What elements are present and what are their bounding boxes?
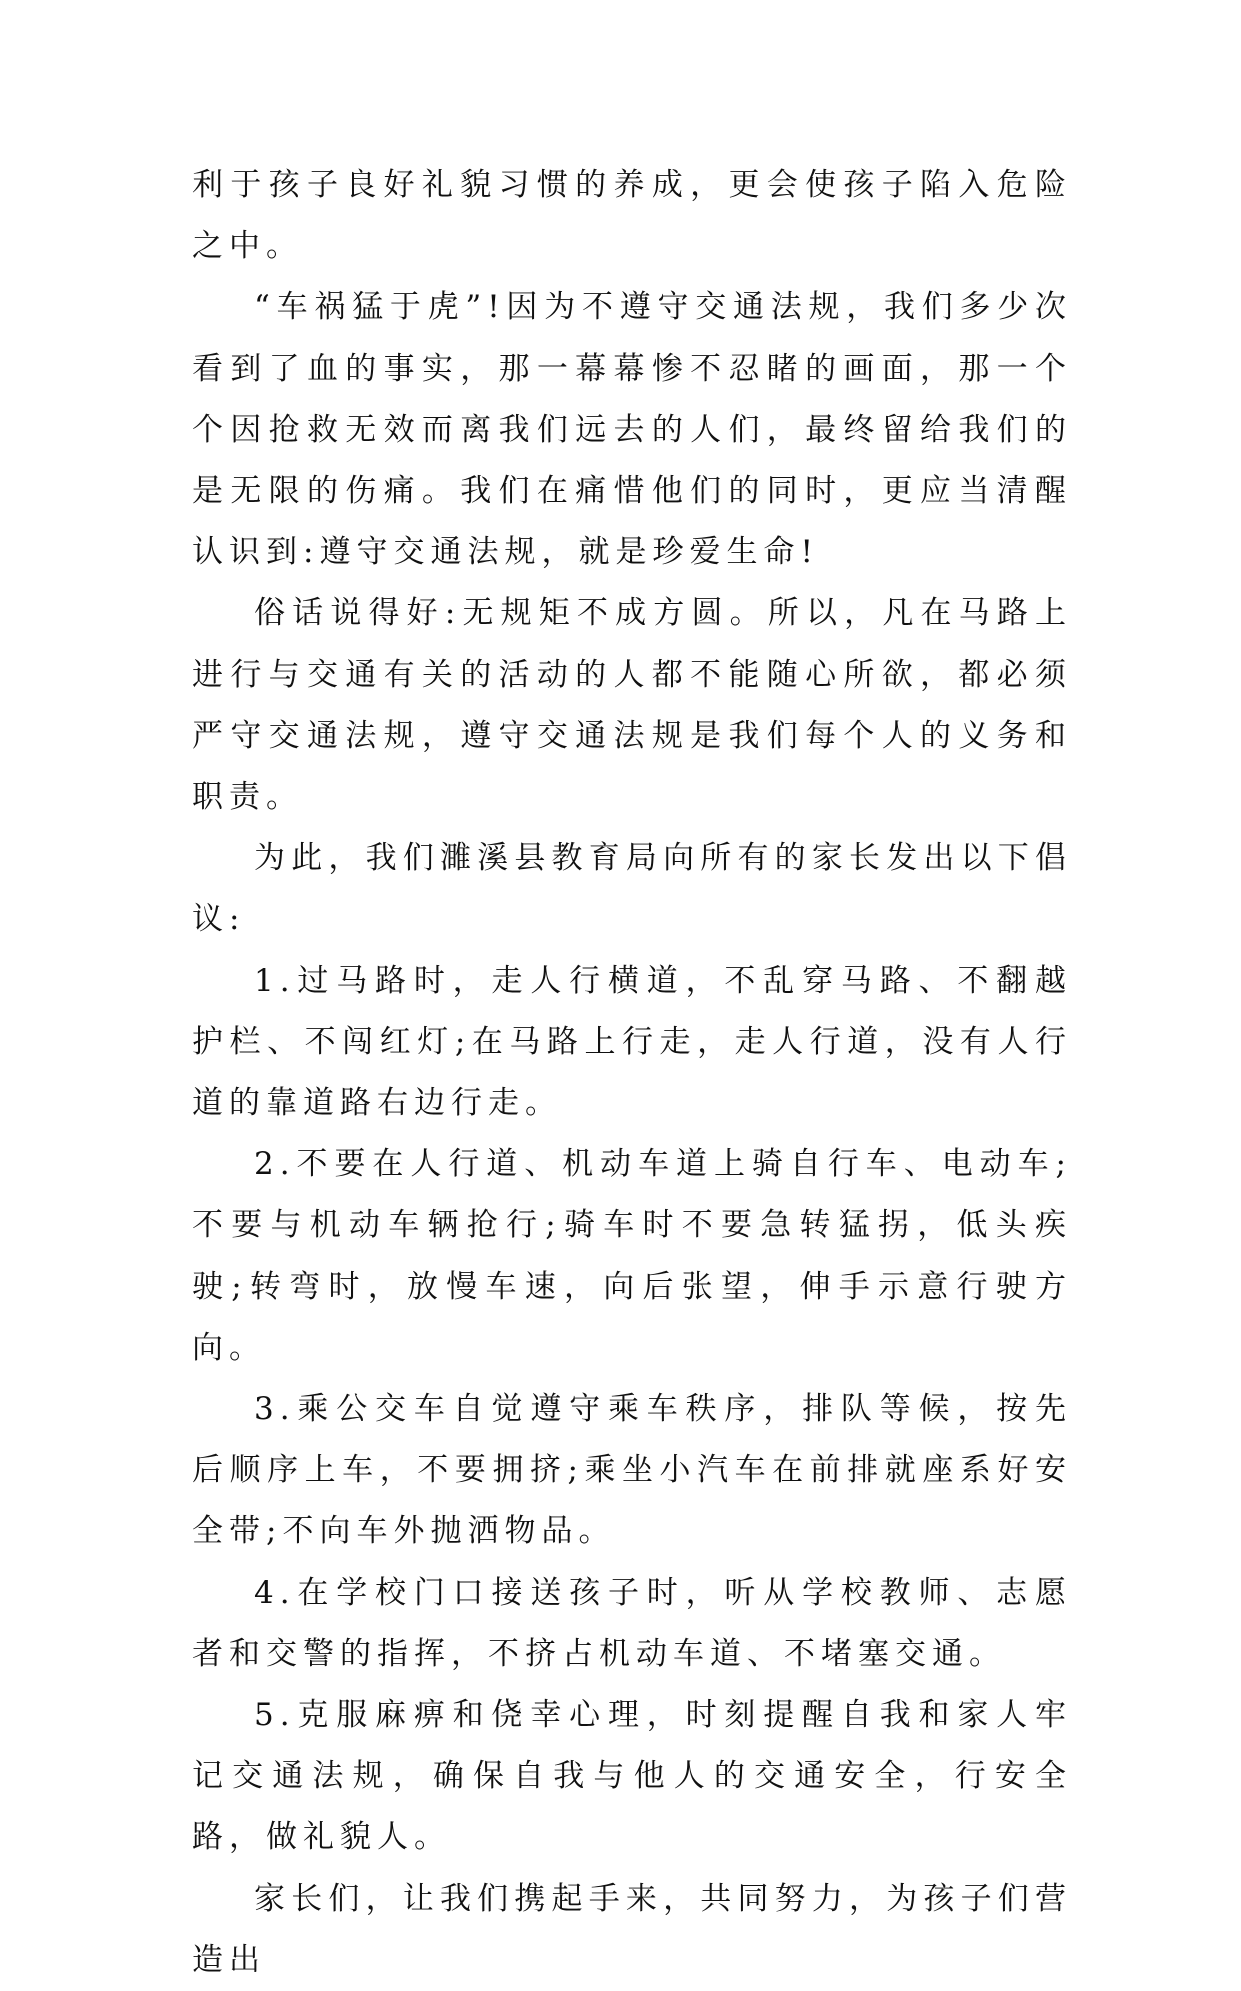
- list-item-1: 1.过马路时，走人行横道，不乱穿马路、不翻越护栏、不闯红灯;在马路上行走，走人行道，没有人行道的靠道路右边行走。: [192, 962, 1072, 1122]
- paragraph-closing: 家长们，让我们携起手来，共同努力，为孩子们营造出: [192, 1880, 1072, 1978]
- list-item-2: 2.不要在人行道、机动车道上骑自行车、电动车;不要与机动车辆抢行;骑车时不要急转猛拐，低头疾驶;转弯时，放慢车速，向后张望，伸手示意行驶方向。: [192, 1146, 1072, 1366]
- document-body: [192, 155, 1072, 1991]
- list-item-3: 3.乘公交车自觉遵守乘车秩序，排队等候，按先后顺序上车，不要拥挤;乘坐小汽车在前排就座系好安全带;不向车外抛洒物品。: [192, 1391, 1072, 1550]
- paragraph-continuation: 利于孩子良好礼貌习惯的养成，更会使孩子陷入危险之中。: [192, 167, 1072, 265]
- list-item-4: 4.在学校门口接送孩子时，听从学校教师、志愿者和交警的指挥，不挤占机动车道、不堵塞交通。: [192, 1574, 1072, 1672]
- paragraph-traffic-accident: “车祸猛于虎”!因为不遵守交通法规，我们多少次看到了血的事实，那一幕幕惨不忍睹的画面，那一个个因抢救无效而离我们远去的人们，最终留给我们的是无限的伤痛。我们在痛惜他们的同时，更应当清醒认识到:遵守交通法规，就是珍爱生命!: [192, 289, 1072, 571]
- paragraph-initiative-intro: 为此，我们濉溪县教育局向所有的家长发出以下倡议:: [192, 840, 1072, 938]
- list-item-5: 5.克服麻痹和侥幸心理，时刻提醒自我和家人牢记交通法规，确保自我与他人的交通安全，行安全路，做礼貌人。: [192, 1697, 1072, 1856]
- paragraph-rules-proverb: 俗话说得好:无规矩不成方圆。所以，凡在马路上进行与交通有关的活动的人都不能随心所欲，都必须严守交通法规，遵守交通法规是我们每个人的义务和职责。: [192, 595, 1072, 816]
